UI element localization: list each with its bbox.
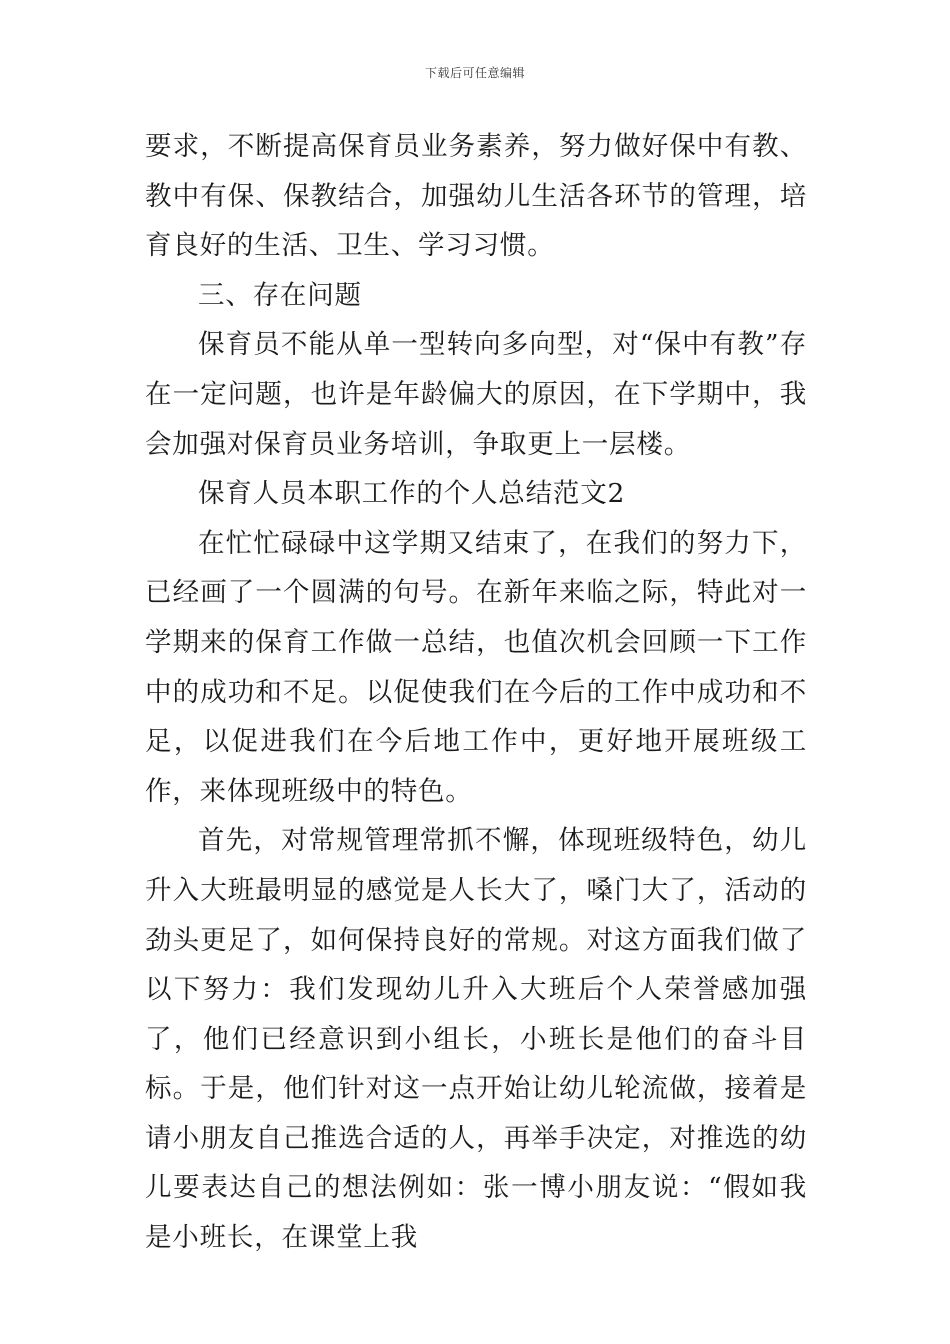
section-heading-problems: 三、存在问题 <box>198 279 362 311</box>
paragraph-problems: 保育员不能从单一型转向多向型，对“保中有教”存在一定问题，也许是年龄偏大的原因，在下学期中，我会加强对保育员业务培训，争取更上一层楼。 <box>145 329 807 460</box>
paragraph-continuation: 要求，不断提高保育员业务素养，努力做好保中有教、教中有保、保教结合，加强幼儿生活各环节的管理，培育良好的生活、卫生、学习习惯。 <box>145 131 807 262</box>
paragraph-intro: 在忙忙碌碌中这学期又结束了，在我们的努力下，已经画了一个圆满的句号。在新年来临之际，特此对一学期来的保育工作做一总结，也值次机会回顾一下工作中的成功和不足。以促使我们在今后的工作中成功和不足，以促进我们在今后地工作中，更好地开展班级工作，来体现班级中的特色。 <box>145 527 807 807</box>
paragraph-routine-management: 首先，对常规管理常抓不懈，体现班级特色，幼儿升入大班最明显的感觉是人长大了，嗓门大了，活动的劲头更足了，如何保持良好的常规。对这方面我们做了以下努力：我们发现幼儿升入大班后个人荣誉感加强了，他们已经意识到小组长，小班长是他们的奋斗目标。于是，他们针对这一点开始让幼儿轮流做，接着是请小朋友自己推选合适的人，再举手决定，对推选的幼儿要表达自己的想法例如：张一博小朋友说：“假如我是小班长，在课堂上我 <box>145 825 807 1254</box>
document-body <box>145 122 807 1263</box>
article-title-2: 保育人员本职工作的个人总结范文2 <box>198 478 626 510</box>
page-header: 下载后可任意编辑 <box>424 66 525 80</box>
